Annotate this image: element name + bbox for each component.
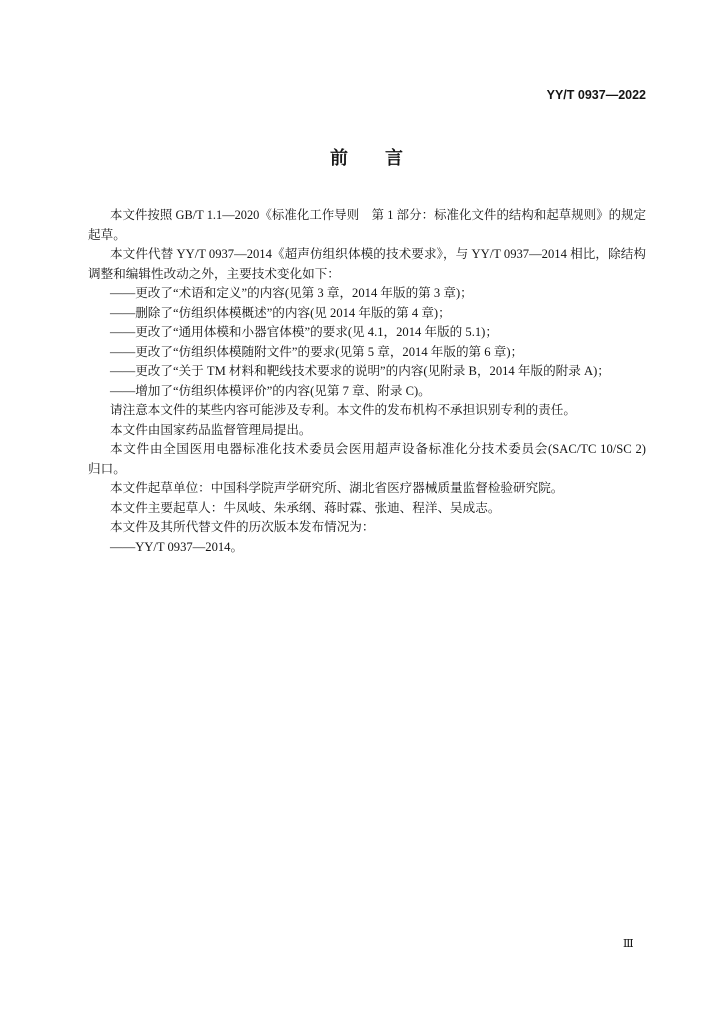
proposed-by: 本文件由国家药品监督管理局提出。: [110, 422, 312, 437]
page-title: 前 言: [330, 148, 413, 169]
change-item: ——更改了“关于 TM 材料和靶线技术要求的说明”的内容(见附录 B，2014 年版的附录 A)；: [110, 364, 610, 378]
change-item: ——更改了“仿组织体模随附文件”的要求(见第 5 章，2014 年版的第 6 章)；: [110, 344, 524, 359]
foreword-body: [88, 206, 646, 557]
standard-number: YY/T 0937—2022: [546, 88, 646, 102]
replacement-paragraph-continued: 调整和编辑性改动之外，主要技术变化如下：: [88, 266, 340, 281]
drafters: 本文件主要起草人：牛凤岐、朱承纲、蒋时霖、张迪、程洋、吴成志。: [110, 500, 501, 515]
page-number: Ⅲ: [623, 937, 634, 950]
change-item: ——增加了“仿组织体模评价”的内容(见第 7 章、附录 C)。: [110, 383, 431, 398]
replacement-paragraph: 本文件代替 YY/T 0937—2014《超声仿组织体模的技术要求》，与 YY/T 0937—2014 相比，除结构: [110, 247, 646, 261]
centralized-by-paragraph-continued: 归口。: [88, 461, 126, 476]
drafting-units: 本文件起草单位：中国科学院声学研究所、湖北省医疗器械质量监督检验研究院。: [110, 481, 564, 495]
drafting-basis-paragraph: 本文件按照 GB/T 1.1—2020《标准化工作导则 第 1 部分：标准化文件的结构和起草规则》的规定: [110, 208, 646, 222]
patent-notice: 请注意本文件的某些内容可能涉及专利。本文件的发布机构不承担识别专利的责任。: [110, 403, 576, 417]
change-item: ——更改了“通用体模和小器官体模”的要求(见 4.1，2014 年版的 5.1)；: [110, 325, 498, 339]
history-item: ——YY/T 0937—2014。: [110, 539, 244, 554]
drafting-basis-paragraph-continued: 起草。: [88, 227, 126, 242]
centralized-by-paragraph: 本文件由全国医用电器标准化技术委员会医用超声设备标准化分技术委员会(SAC/TC 10/SC 2): [110, 442, 646, 456]
change-item: ——删除了“仿组织体模概述”的内容(见 2014 年版的第 4 章)；: [110, 305, 451, 320]
change-item: ——更改了“术语和定义”的内容(见第 3 章，2014 年版的第 3 章)；: [110, 286, 473, 300]
history-intro: 本文件及其所代替文件的历次版本发布情况为：: [110, 520, 375, 534]
